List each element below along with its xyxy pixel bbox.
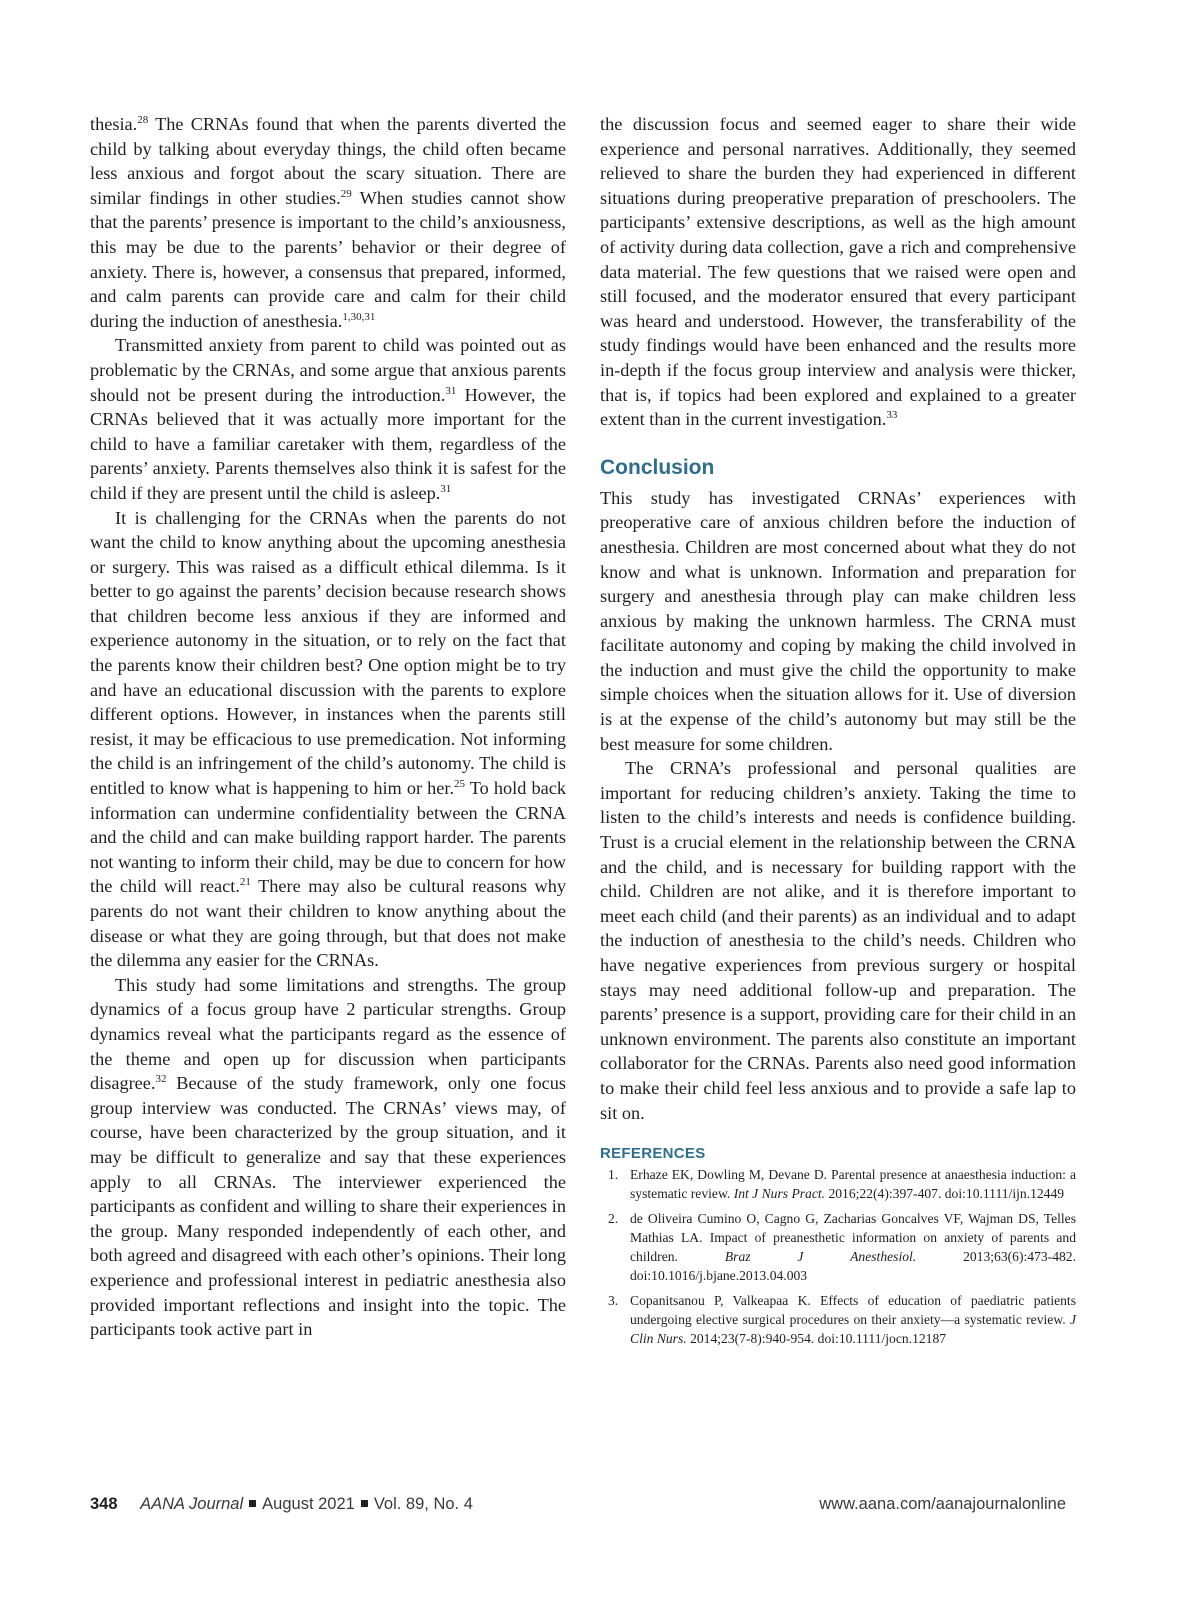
right-column <box>600 112 1076 1354</box>
left-column <box>90 112 566 1342</box>
reference-item: 3. Copanitsanou P, Valkeapaa K. Effects of education of paediatric patients undergoing elective surgical procedures on their anxiety—a systematic review. J Clin Nurs. 2014;23(7-8):940-954. doi:10.1111/jocn.12187 <box>608 1293 1076 1347</box>
page-number: 348 <box>90 1495 118 1513</box>
citation: 25 <box>454 778 466 791</box>
conclusion-paragraph: This study has investigated CRNAs’ experiences with preoperative care of anxious children before the induction of anesthesia. Children are most concerned about what they do not know and what is unknown. Information and preparation for surgery and anesthesia through play can make children less anxious by making the unknown harmless. The CRNA must facilitate autonomy and coping by making the child involved in the induction and must give the child the opportunity to make simple choices when the situation allows for it. Use of diversion is at the expense of the child’s autonomy but may still be the best measure for some children. <box>600 487 1076 754</box>
citation: 31 <box>440 482 452 495</box>
conclusion-paragraph: The CRNA’s professional and personal qualities are important for reducing children’s anxiety. Taking the time to listen to the child’s interests and needs is confidence building. Trust is a crucial element in the relationship between the CRNA and the child, and is necessary for building rapport with the child. Children are not alike, and it is therefore important to meet each child (and their parents) as an individual and to adapt the induction of anesthesia to the child’s needs. Children who have negative experiences from previous surgery or hospital stays may need additional follow-up and preparation. The parents’ presence is a support, providing care for their child in an unknown environment. The parents also constitute an important collaborator for the CRNAs. Parents also need good information to make their child feel less anxious and to provide a safe lap to sit on. <box>600 758 1076 1123</box>
citation: 1,30,31 <box>342 310 376 323</box>
reference-list <box>600 1165 1076 1348</box>
body-paragraph: This study had some limitations and strengths. The group dynamics of a focus group have 2 particular strengths. Group dynamics reveal what the participants regard as the essence of the theme and open up for discussion when participants disagree.$^{32}$ Because of the study framework, only one focus group interview was conducted. The CRNAs’ views may, of course, have been characterized by the group situation, and it may be difficult to generalize and say that these experiences apply to all CRNAs. The interviewer experienced the participants as confident and willing to share their experiences in the group. Many responded independently of each other, and both agreed and disagreed with each other’s opinions. Their long experience and professional interest in pediatric anesthesia also provided important reflections and insight into the topic. The participants took active part in <box>90 974 566 1340</box>
separator-square-icon <box>249 1500 256 1507</box>
citation: 29 <box>340 187 352 200</box>
citation: 21 <box>239 876 251 889</box>
citation: 31 <box>445 384 457 397</box>
body-paragraph: Transmitted anxiety from parent to child was pointed out as problematic by the CRNAs, and some argue that anxious parents should not be present during the introduction.$^{31}$ However, the CRNAs believed that it was actually more important for the child to have a familiar caretaker with them, regardless of the parents’ anxiety. Parents themselves also think it is safest for the child if they are present until the child is asleep.$^{31}$ <box>90 335 566 503</box>
body-paragraph: the discussion focus and seemed eager to share their wide experience and personal narratives. Additionally, they seemed relieved to share the burden they had experienced in different situations during preoperative preparation of preschoolers. The participants’ extensive descriptions, as well as the high amount of activity during data collection, gave a rich and comprehensive data material. The few questions that we raised were open and still focused, and the moderator ensured that every participant was heard and understood. However, the transferability of the study findings would have been enhanced and the results more in-depth if the focus group interview and analysis were thicker, that is, if topics had been explored and explained to a greater extent than in the current investigation.$^{33}$ <box>600 114 1076 430</box>
references-heading: REFERENCES <box>600 1145 706 1163</box>
body-paragraph: It is challenging for the CRNAs when the parents do not want the child to know anything about the upcoming anesthesia or surgery. This was raised as a difficult ethical dilemma. Is it better to go against the parents’ decision because research shows that children become less anxious if they are informed and experience autonomy in the situation, or to rely on the fact that the parents know their children best? One option might be to try and have an educational discussion with the parents to explore different options. However, in instances when the parents still resist, it may be efficacious to use premedication. Not informing the child is an infringement of the child’s autonomy. The child is entitled to know what is happening to him or her.$^{25}$ To hold back information can undermine confidentiality between the CRNA and the child and can make building rapport harder. The parents not wanting to inform their child, may be due to concern for how the child will react.$^{21}$ There may also be cultural reasons why parents do not want their children to know anything about the disease or what they are going through, but that does not make the dilemma any easier for the CRNAs. <box>90 507 566 971</box>
reference-item: 1. Erhaze EK, Dowling M, Devane D. Parental presence at anaesthesia induction: a systematic review. Int J Nurs Pract. 2016;22(4):397-407. doi:10.1111/ijn.12449 <box>608 1167 1076 1202</box>
issue-date: August 2021 <box>262 1495 355 1513</box>
separator-square-icon <box>361 1500 368 1507</box>
body-paragraph: thesia.$^{28}$ The CRNAs found that when the parents diverted the child by talking about everyday things, the child often became less anxious and forgot about the scary situation. There are similar findings in other studies.$^{29}$ When studies cannot show that the parents’ presence is important to the child’s anxiousness, this may be due to the parents’ behavior or their degree of anxiety. There is, however, a consensus that prepared, informed, and calm parents can provide care and calm for their child during the induction of anesthesia.$^{1,30,31}$ <box>90 114 566 331</box>
citation: 32 <box>155 1073 167 1086</box>
page-footer <box>90 1495 1066 1514</box>
reference-item: 2. de Oliveira Cumino O, Cagno G, Zacharias Goncalves VF, Wajman DS, Telles Mathias LA. Impact of preanesthetic information on anxiety of parents and children. Braz J Anesthesiol. 2013;63(6):473-482. doi:10.1016/j.bjane.2013.04.003 <box>608 1211 1076 1284</box>
citation: 33 <box>886 409 898 422</box>
journal-name: AANA Journal <box>140 1495 244 1513</box>
footer-citation <box>90 1495 473 1514</box>
section-heading-conclusion: Conclusion <box>600 455 715 479</box>
citation: 28 <box>137 114 149 126</box>
journal-website-link[interactable]: www.aana.com/aanajournalonline <box>819 1495 1066 1513</box>
volume-issue: Vol. 89, No. 4 <box>373 1495 473 1513</box>
